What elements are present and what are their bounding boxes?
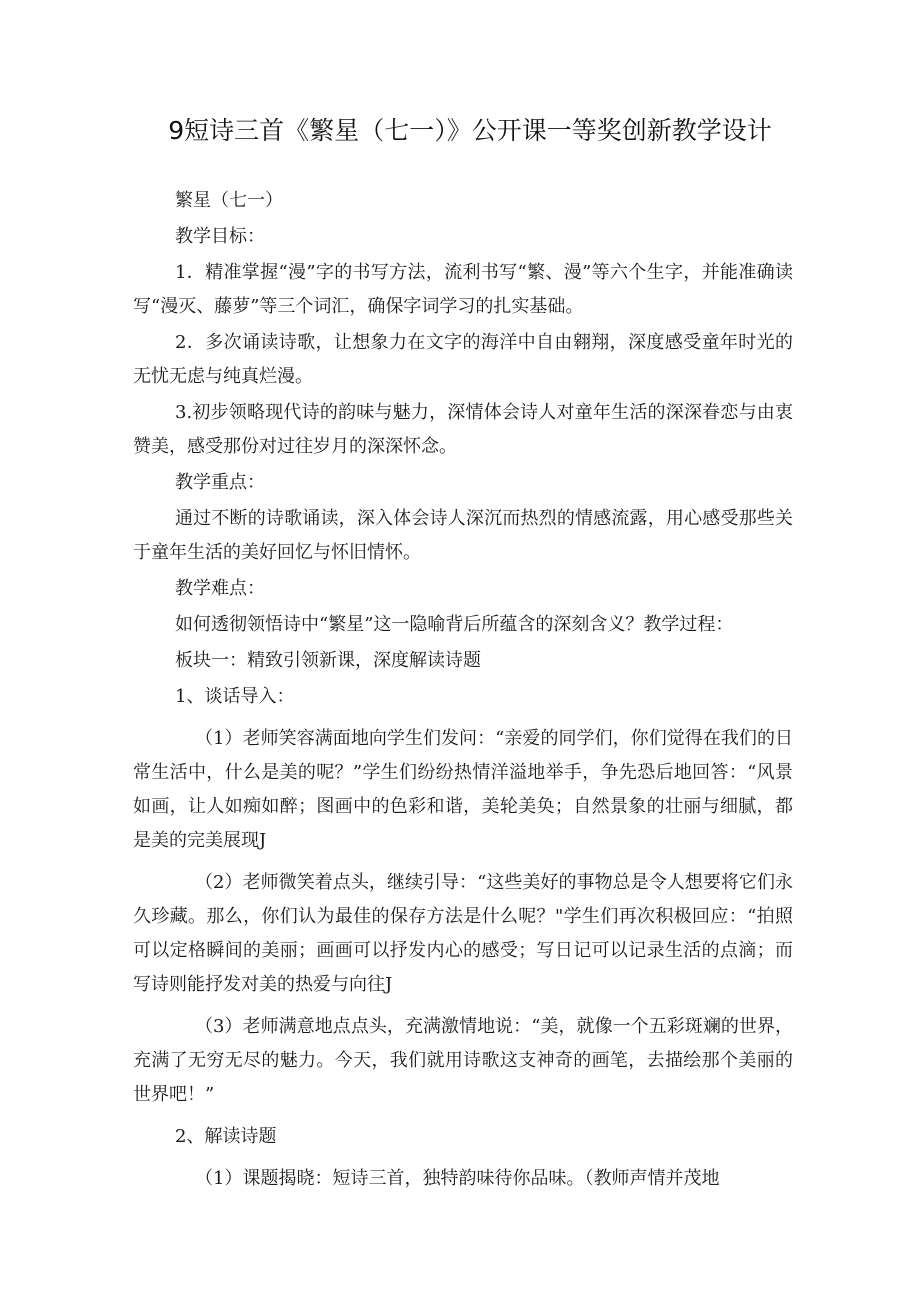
paragraph-intro-1: （1）老师笑容满面地向学生们发问：“亲爱的同学们，你们觉得在我们的日常生活中，什么是美的呢？”学生们纷纷热情洋溢地举手，争先恐后地回答：“风景如画，让人如痴如醉；图画中的色彩和谐，美轮美奂；自然景象的壮丽与细腻，都是美的完美展现J xyxy=(133,728,793,851)
paragraph-key-points: 通过不断的诗歌诵读，深入体会诗人深沉而热烈的情感流露，用心感受那些关于童年生活的美好回忆与怀旧情怀。 xyxy=(133,508,793,563)
section-heading-key-points: 教学重点： xyxy=(175,472,265,493)
section-heading-block-1: 板块一：精致引领新课，深度解读诗题 xyxy=(175,650,481,671)
paragraph-objective-1: 1．精准掌握“漫”字的书写方法，流利书写“繁、漫”等六个生字，并能准确读写“漫灭、藤萝”等三个词汇，确保字词学习的扎实基础。 xyxy=(133,262,793,317)
paragraph-title-reading-1: （1）课题揭晓：短诗三首，独特韵味待你品味。（教师声情并茂地 xyxy=(195,1168,720,1189)
paragraph-difficulties: 如何透彻领悟诗中“繁星”这一隐喻背后所蕴含的深刻含义？教学过程： xyxy=(175,614,734,635)
paragraph-intro-3: （3）老师满意地点点头，充满激情地说：“美，就像一个五彩斑斓的世界，充满了无穷无尽的魅力。今天，我们就用诗歌这支神奇的画笔，去描绘那个美丽的世界吧！” xyxy=(133,1016,793,1105)
paragraph-intro-2: （2）老师微笑着点头，继续引导：“这些美好的事物总是令人想要将它们永久珍藏。那么，你们认为最佳的保存方法是什么呢？"学生们再次积极回应：“拍照可以定格瞬间的美丽；画画可以抒发内心的感受；写日记可以记录生活的点滴；而写诗则能抒发对美的热爱与向往J xyxy=(133,872,793,995)
section-heading-title-reading: 2、解读诗题 xyxy=(175,1126,277,1147)
section-heading-intro: 1、谈话导入： xyxy=(175,686,295,707)
section-heading-difficulties: 教学难点： xyxy=(175,578,265,599)
document-title: 9短诗三首《繁星（七一）》公开课一等奖创新教学设计 xyxy=(168,116,772,145)
document-body xyxy=(133,184,793,1198)
section-heading-objectives: 教学目标： xyxy=(175,226,265,247)
paragraph-objective-3: 3.初步领略现代诗的韵味与魅力，深情体会诗人对童年生活的深深眷恋与由衷赞美，感受那份对过往岁月的深深怀念。 xyxy=(133,402,793,457)
section-heading-poem-title: 繁星（七一） xyxy=(175,190,283,211)
paragraph-objective-2: 2．多次诵读诗歌，让想象力在文字的海洋中自由翱翔，深度感受童年时光的无忧无虑与纯真烂漫。 xyxy=(133,332,793,387)
